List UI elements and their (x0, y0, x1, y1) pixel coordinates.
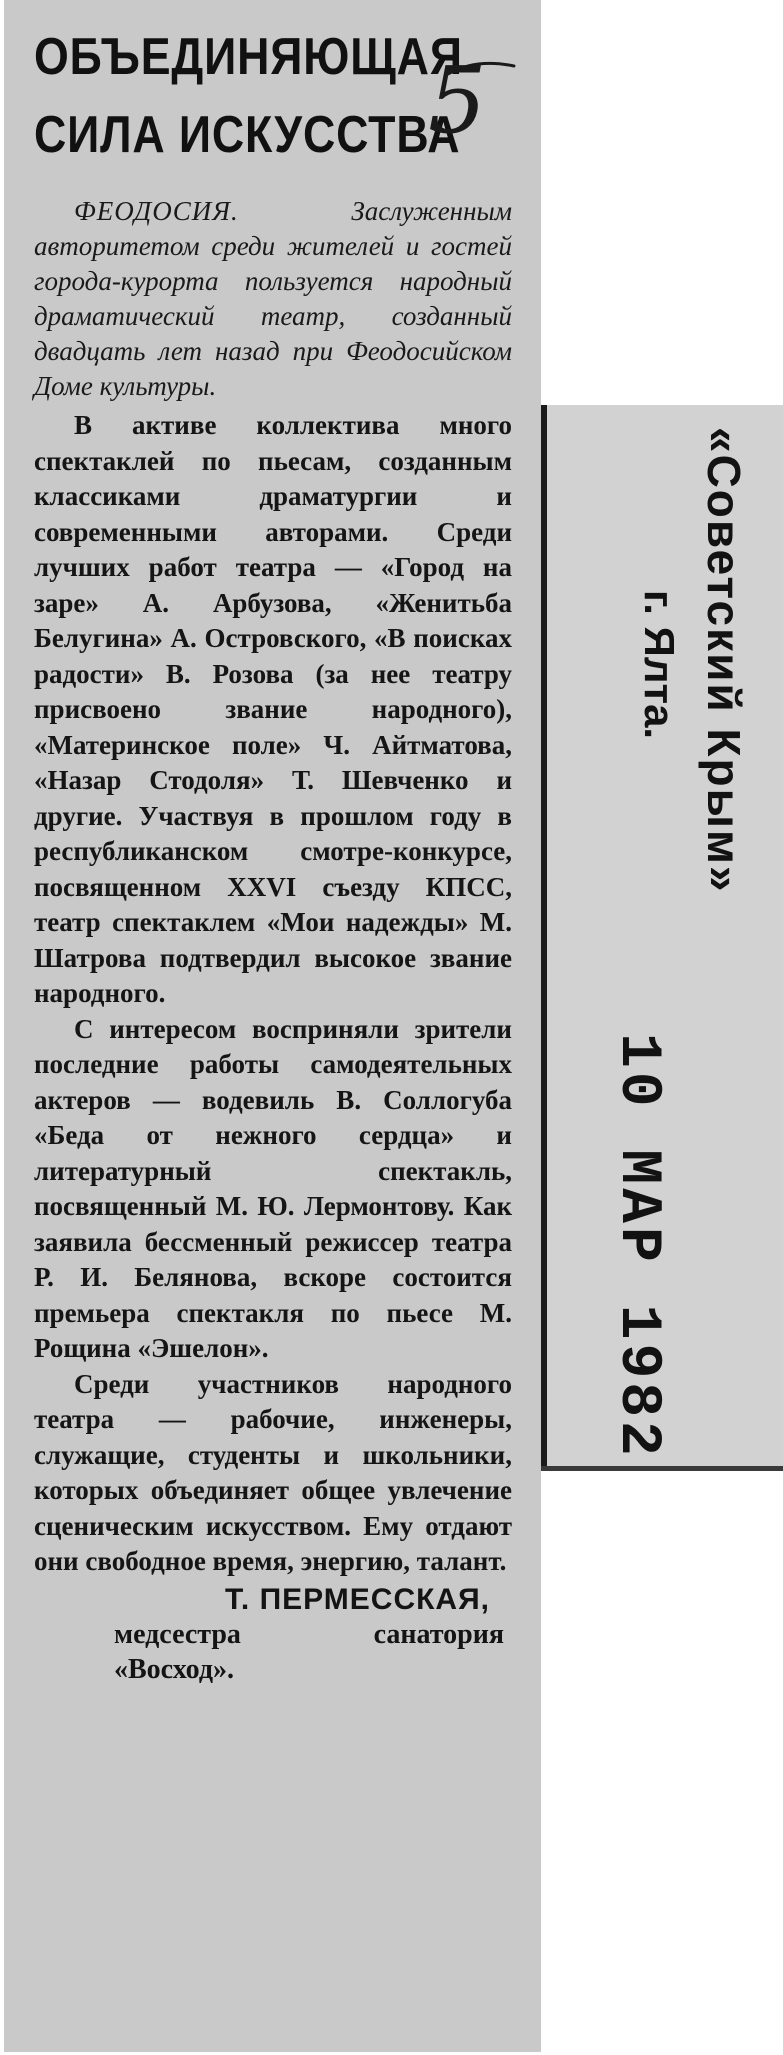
author-name: Т. ПЕРМЕССКАЯ, (224, 1582, 490, 1616)
newspaper-name: «Советский Крым» (698, 427, 750, 894)
article (34, 18, 512, 1687)
stamp-edge (541, 1466, 783, 1471)
author-role: медсестра санатория (114, 1618, 504, 1650)
byline (34, 1582, 512, 1687)
handwritten-number: 5 (428, 47, 487, 150)
body-paragraph-3: Среди участников народного театра — рабочие, инженеры, служащие, студенты и школьники, которых объединяет общее увлечение сценическим искусством. Ему отдают они свободное время, энергию, талант. (34, 1368, 512, 1576)
dateline: ФЕОДОСИЯ. (74, 196, 239, 226)
headline-line-2: СИЛА ИСКУССТВА (34, 106, 461, 164)
lead-paragraph (34, 194, 512, 404)
handwritten-number-mark (410, 40, 520, 150)
lead-text: Заслуженным авторитетом среди жителей и гостей города-курорта пользуется народный драматический театр, созданный двадцать лет назад при Феодосийском Доме культуры. (34, 196, 512, 401)
body-paragraph-2: С интересом восприняли зрители последние работы самодеятельных актеров — водевиль В. Соллогуба «Беда от нежного сердца» и литературный спектакль, посвященный М. Ю. Лермонтову. Как заявила бессменный режиссер театра Р. И. Белянова, вскоре состоится премьера спектакля по пьесе М. Рощина «Эшелон». (34, 1013, 512, 1363)
newspaper-clipping (4, 0, 541, 2052)
author-organization: «Восход». (114, 1653, 235, 1685)
newspaper-city: г. Ялта. (636, 590, 683, 740)
publication-date: 10 МАР 1982 (605, 1033, 670, 1460)
body-paragraph-1: В активе коллектива много спектаклей по пьесам, созданным классиками драматургии и современными авторами. Среди лучших работ театра — «Город на заре» А. Арбузова, «Женитьба Белугина» А. Островского, «В поисках радости» В. Розова (за нее театру присвоено звание народного), «Материнское поле» Ч. Айтматова, «Назар Стодоля» Т. Шевченко и другие. Участвуя в прошлом году в республиканском смотре-конкурсе, посвященном XXVI съезду КПСС, театр спектаклем «Мои надежды» М. Шатрова подтвердил высокое звание народного. (34, 410, 512, 1008)
headline-line-1: ОБЪЕДИНЯЮЩАЯ (34, 28, 463, 86)
newspaper-source-stamp (541, 405, 783, 1467)
article-body (34, 408, 512, 1580)
